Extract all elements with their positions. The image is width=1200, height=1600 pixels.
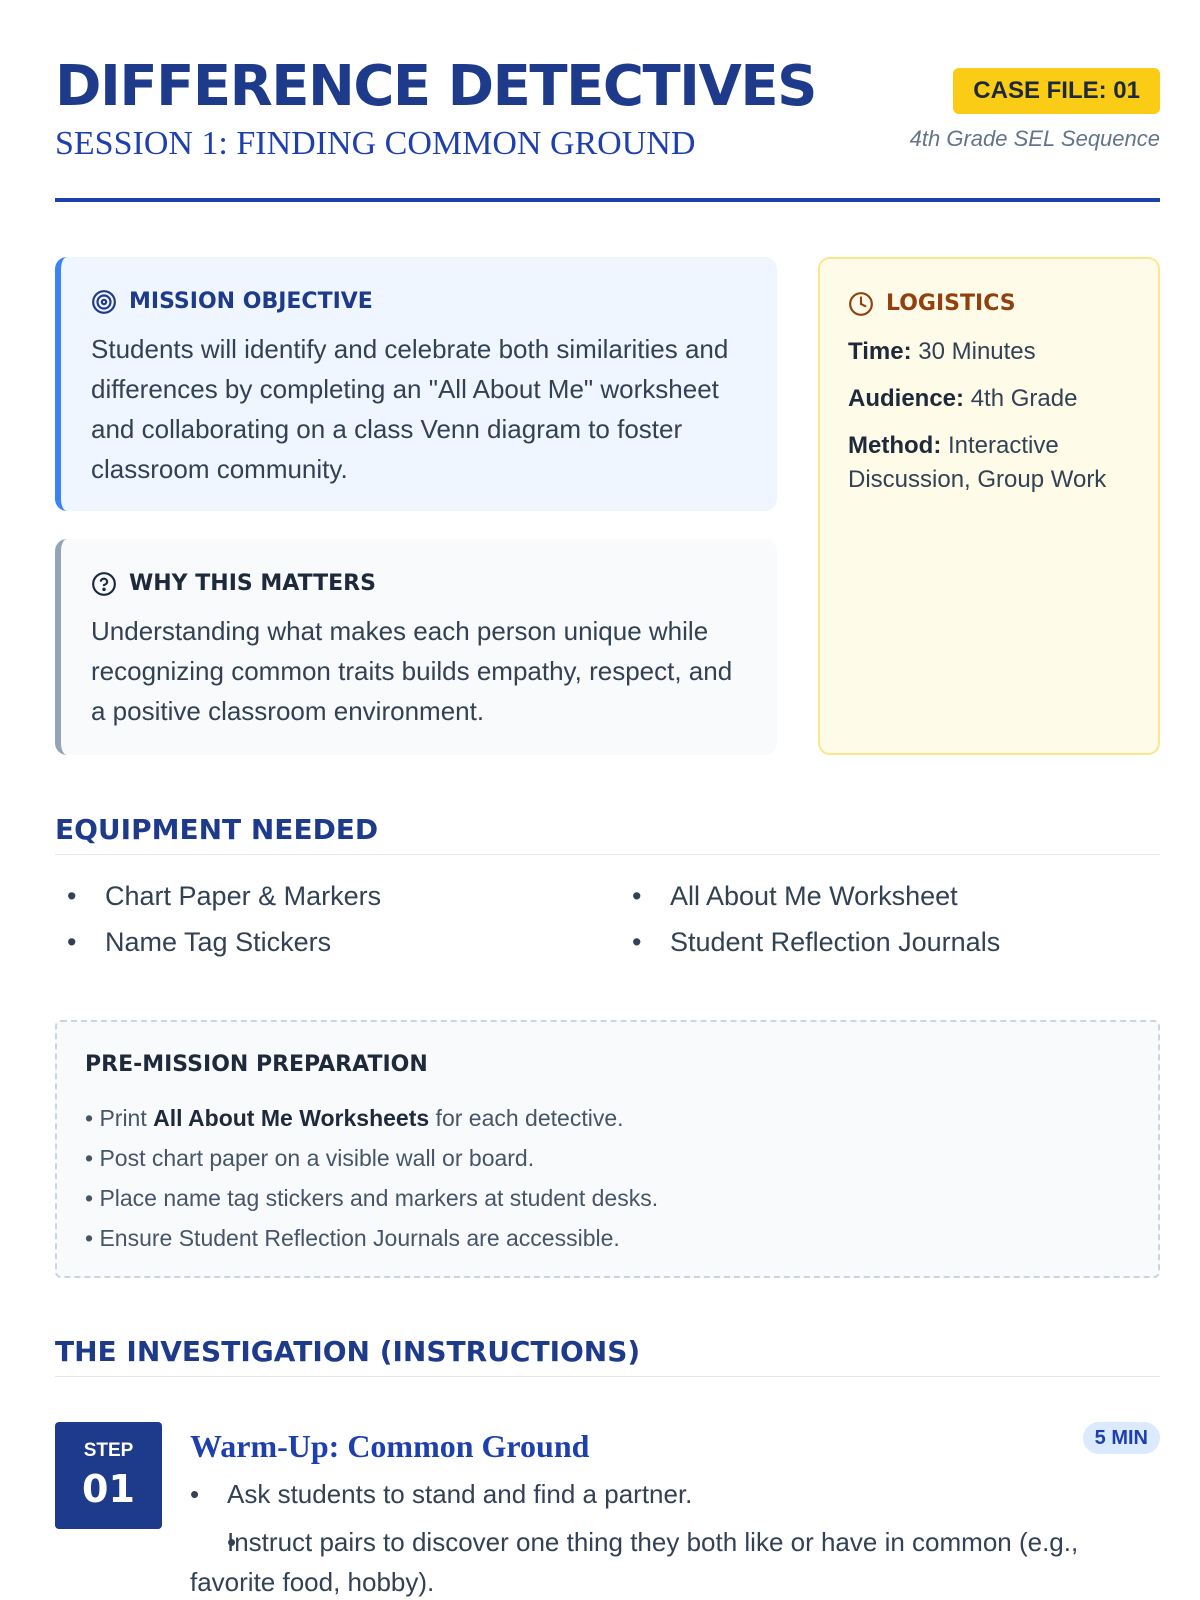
- logistics-heading: [848, 289, 1016, 319]
- logistics-row-audience: [848, 382, 1138, 416]
- prep-item-text: for each detective.: [429, 1105, 624, 1131]
- equipment-heading: EQUIPMENT NEEDED: [55, 812, 1160, 855]
- question-circle-icon: [91, 571, 117, 597]
- equipment-item: • Chart Paper & Markers: [55, 878, 620, 914]
- investigation-heading: THE INVESTIGATION (INSTRUCTIONS): [55, 1334, 1160, 1377]
- target-icon: [91, 289, 117, 315]
- prep-item-text: • Ensure Student Reflection Journals are accessible.: [85, 1225, 620, 1251]
- logistics-key: Time:: [848, 338, 912, 365]
- prep-item-bold: All About Me Worksheets: [153, 1105, 430, 1131]
- equipment-item: • Student Reflection Journals: [620, 924, 1160, 960]
- why-this-matters-text: Understanding what makes each person unique while recognizing common traits builds empathy, respect, and a positive classroom environment.: [91, 616, 733, 726]
- logistics-value: Interactive Discussion, Group Work: [848, 432, 1107, 493]
- prep-item: [85, 1138, 1138, 1178]
- prep-item: [85, 1178, 1138, 1218]
- equipment-item: • Name Tag Stickers: [55, 924, 620, 960]
- prep-item-text: • Print: [85, 1105, 154, 1131]
- step-instruction-item: • Instruct pairs to discover one thing they both like or have in common (e.g., favorite food, hobby).: [190, 1522, 1120, 1600]
- logistics-list: [848, 335, 1138, 510]
- logistics-row-time: [848, 335, 1138, 369]
- logistics-value: 4th Grade: [970, 385, 1078, 412]
- logistics-key: Method:: [848, 432, 942, 459]
- prep-item-text: • Place name tag stickers and markers at student desks.: [85, 1185, 659, 1211]
- step-title: Warm-Up: Common Ground: [190, 1428, 590, 1464]
- prep-item: [85, 1098, 1138, 1138]
- pre-mission-preparation-box: [55, 1020, 1160, 1278]
- prep-item-text: • Post chart paper on a visible wall or board.: [85, 1145, 535, 1171]
- mission-objective-title: MISSION OBJECTIVE: [129, 289, 373, 314]
- mission-objective-heading: [91, 287, 373, 317]
- prep-item: [85, 1218, 1138, 1258]
- logistics-key: Audience:: [848, 385, 965, 412]
- logistics-value: 30 Minutes: [918, 338, 1036, 365]
- case-file-badge: CASE FILE: 01: [953, 68, 1160, 114]
- equipment-list: [55, 878, 1160, 960]
- pre-mission-heading: PRE-MISSION PREPARATION: [85, 1052, 428, 1077]
- document-header: [55, 52, 1160, 202]
- mission-objective-text: Students will identify and celebrate both similarities and differences by completing an "All About Me" worksheet and collaborating on a class Venn diagram to foster classroom community.: [91, 334, 729, 484]
- logistics-row-method: [848, 429, 1138, 497]
- pre-mission-list: [85, 1098, 1138, 1258]
- step-instruction-item: • Ask students to stand and find a partner.: [190, 1474, 1120, 1514]
- clock-icon: [848, 291, 874, 317]
- step-instructions: [190, 1474, 1120, 1600]
- mission-objective-card: [55, 257, 777, 511]
- logistics-card: [818, 257, 1160, 755]
- equipment-item: • All About Me Worksheet: [620, 878, 1160, 914]
- step-label: STEP: [83, 1440, 134, 1461]
- sequence-label: 4th Grade SEL Sequence: [909, 126, 1160, 151]
- logistics-title: LOGISTICS: [886, 291, 1016, 316]
- step-badge: [55, 1422, 162, 1529]
- page-title: DIFFERENCE DETECTIVES: [55, 54, 816, 119]
- session-subtitle: SESSION 1: FINDING COMMON GROUND: [55, 125, 696, 162]
- step-number: 01: [82, 1467, 135, 1511]
- why-this-matters-heading: [91, 569, 376, 599]
- step-time-badge: 5 MIN: [1083, 1422, 1160, 1454]
- why-this-matters-title: WHY THIS MATTERS: [129, 571, 376, 596]
- why-this-matters-card: [55, 539, 777, 755]
